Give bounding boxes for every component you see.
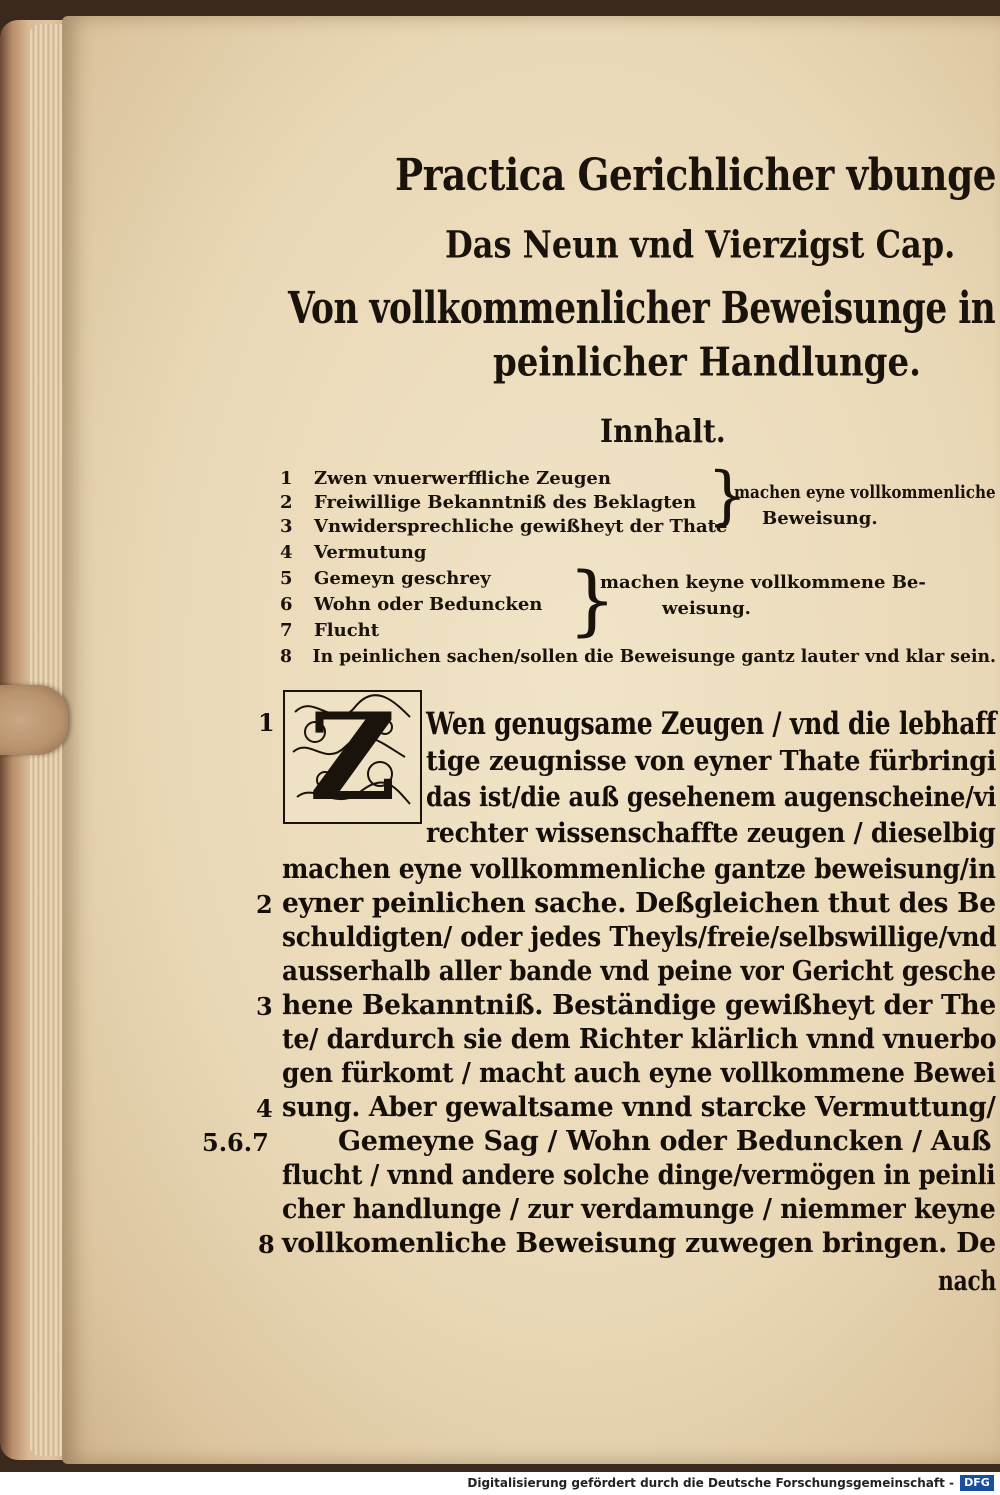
body-line: te/ dardurch sie dem Richter klärlich vnnd vnuerbo bbox=[282, 1024, 997, 1055]
toc-item bbox=[280, 468, 611, 489]
book-page bbox=[62, 16, 1000, 1464]
toc-text: Wohn oder Beduncken bbox=[314, 594, 543, 615]
toc-text: Freiwillige Bekanntniß des Beklagten bbox=[314, 492, 697, 513]
toc-text: In peinlichen sachen/sollen die Beweisunge gantz lauter vnd klar sein. bbox=[312, 646, 997, 667]
margin-note: 2 bbox=[256, 890, 273, 919]
inhalt-label: Innhalt. bbox=[600, 412, 726, 450]
toc-item bbox=[280, 492, 696, 513]
toc-item bbox=[280, 516, 727, 537]
body-line: nach bbox=[938, 1266, 997, 1297]
toc-number: 7 bbox=[280, 620, 293, 641]
heading-line-1: Von vollkommenlicher Beweisunge in bbox=[288, 283, 996, 334]
dfg-logo: DFG bbox=[960, 1475, 994, 1491]
group-2-text-line-1: machen keyne vollkommene Be- bbox=[600, 572, 926, 593]
toc-text: Zwen vnuerwerffliche Zeugen bbox=[314, 468, 611, 489]
margin-note: 5.6.7 bbox=[202, 1128, 269, 1157]
body-line: ausserhalb aller bande vnd peine vor Gericht gesche bbox=[282, 956, 996, 987]
margin-note: 1 bbox=[258, 708, 275, 737]
body-line: rechter wissenschaffte zeugen / dieselbig bbox=[426, 818, 996, 849]
body-line: das ist/die auß gesehenem augenscheine/vi bbox=[426, 782, 997, 813]
body-line: sung. Aber gewaltsame vnnd starcke Vermuttung/ bbox=[282, 1092, 996, 1123]
body-line: cher handlunge / zur verdamunge / niemmer keyne bbox=[282, 1194, 996, 1225]
running-title: Practica Gerichlicher vbunge bbox=[395, 150, 997, 201]
group-2-text-line-2: weisung. bbox=[662, 598, 751, 619]
margin-note: 3 bbox=[256, 992, 273, 1021]
toc-text: Vnwidersprechliche gewißheyt der Thate bbox=[314, 516, 728, 537]
toc-number: 2 bbox=[280, 492, 293, 513]
group-1-text-line-2: Beweisung. bbox=[762, 508, 878, 529]
body-line: flucht / vnnd andere solche dinge/vermögen in peinli bbox=[282, 1160, 996, 1191]
body-line: schuldigten/ oder jedes Theyls/freie/selbswillige/vnd bbox=[282, 922, 997, 953]
margin-note: 4 bbox=[256, 1094, 273, 1123]
margin-note: 8 bbox=[258, 1230, 275, 1259]
toc-number: 8 bbox=[280, 646, 292, 667]
toc-text: Flucht bbox=[314, 620, 380, 641]
book-clasp bbox=[0, 685, 68, 755]
body-line: Gemeyne Sag / Wohn oder Beduncken / Auß bbox=[338, 1126, 992, 1157]
chapter-title: Das Neun vnd Vierzigst Cap. bbox=[445, 222, 956, 267]
toc-text: Gemeyn geschrey bbox=[314, 568, 491, 589]
body-line: vollkomenliche Beweisung zuwegen bringen. De bbox=[282, 1228, 996, 1259]
toc-item bbox=[280, 568, 491, 589]
body-line: Wen genugsame Zeugen / vnd die lebhaff bbox=[426, 706, 997, 742]
toc-item bbox=[280, 542, 426, 563]
toc-number: 6 bbox=[280, 594, 293, 615]
body-line: hene Bekanntniß. Beständige gewißheyt der The bbox=[282, 990, 996, 1021]
footer-credit: Digitalisierung gefördert durch die Deutsche Forschungsgemeinschaft - bbox=[467, 1476, 954, 1490]
toc-number: 3 bbox=[280, 516, 293, 537]
body-line: machen eyne vollkommenliche gantze beweisung/in bbox=[282, 854, 996, 885]
toc-number: 4 bbox=[280, 542, 293, 563]
toc-item bbox=[280, 594, 542, 615]
decorated-initial bbox=[283, 686, 422, 828]
body-line: gen fürkomt / macht auch eyne vollkommene Bewei bbox=[282, 1058, 996, 1089]
group-1-text-line-1: machen eyne vollkommenliche bbox=[734, 482, 996, 503]
body-line: tige zeugnisse von eyner Thate fürbringi bbox=[426, 746, 997, 777]
toc-number: 5 bbox=[280, 568, 293, 589]
toc-item bbox=[280, 620, 379, 641]
toc-text: Vermutung bbox=[314, 542, 427, 563]
toc-item bbox=[280, 646, 996, 667]
heading-line-2: peinlicher Handlunge. bbox=[493, 340, 921, 386]
footer-bar bbox=[0, 1472, 1000, 1495]
initial-letter: Z bbox=[308, 686, 397, 828]
toc-number: 1 bbox=[280, 468, 293, 489]
body-line: eyner peinlichen sache. Deßgleichen thut des Be bbox=[282, 888, 996, 919]
brace-group-1: } bbox=[707, 459, 748, 533]
brace-group-2: } bbox=[568, 555, 617, 644]
